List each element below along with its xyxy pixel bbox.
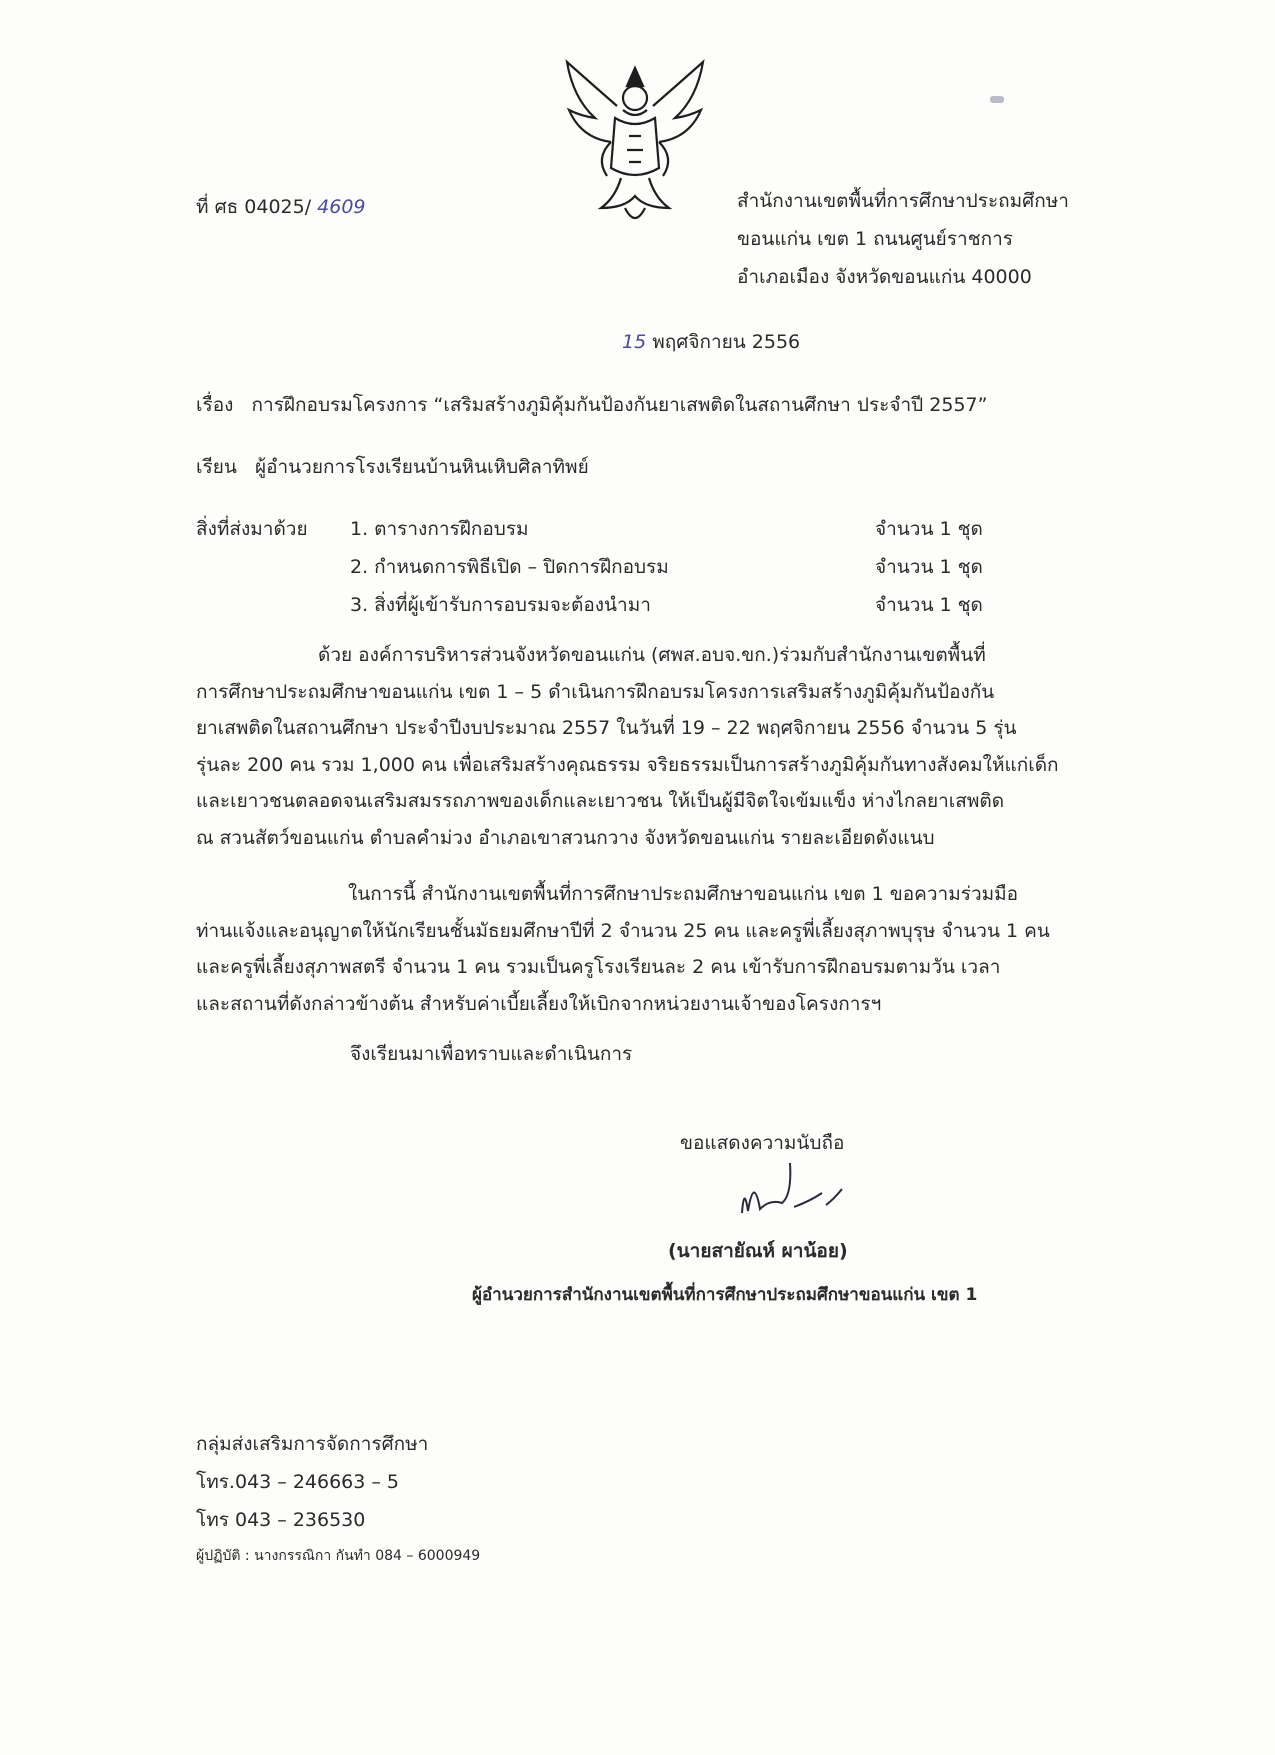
paragraph-1-line: รุ่นละ 200 คน รวม 1,000 คน เพื่อเสริมสร้างคุณธรรม จริยธรรมเป็นการสร้างภูมิคุ้มกันทางสังคมให้แก่เด็ก — [196, 753, 1059, 776]
paragraph-2 — [196, 876, 1116, 1022]
enclosure-item-1: 1. ตารางการฝึกอบรม — [350, 518, 529, 540]
enclosure-qty-3: จำนวน 1 ชุด — [875, 594, 983, 616]
footer-operator: ผู้ปฏิบัติ : นางกรรณิกา กันทำ 084 – 6000949 — [196, 1548, 481, 1564]
stamp-mark — [990, 96, 1004, 103]
enclosure-qty-1: จำนวน 1 ชุด — [875, 518, 983, 540]
closing-salutation: ขอแสดงความนับถือ — [680, 1132, 845, 1154]
recipient-label: เรียน — [196, 456, 237, 478]
document-number-handwritten: 4609 — [317, 196, 366, 218]
paragraph-2-line: ในการนี้ สำนักงานเขตพื้นที่การศึกษาประถมศึกษาขอนแก่น เขต 1 ขอความร่วมมือ — [348, 883, 1019, 905]
enclosure-item-2: 2. กำหนดการพิธีเปิด – ปิดการฝึกอบรม — [350, 556, 669, 578]
signature-icon — [730, 1155, 860, 1225]
footer-department: กลุ่มส่งเสริมการจัดการศึกษา — [196, 1433, 429, 1455]
paragraph-1-line: ณ สวนสัตว์ขอนแก่น ตำบลคำม่วง อำเภอเขาสวนกวาง จังหวัดขอนแก่น รายละเอียดดังแนบ — [196, 826, 935, 849]
sender-address-line-2: ขอนแก่น เขต 1 ถนนศูนย์ราชการ — [737, 228, 1013, 250]
recipient-text: ผู้อำนวยการโรงเรียนบ้านหินเหิบศิลาทิพย์ — [254, 456, 589, 478]
signer-title: ผู้อำนวยการสำนักงานเขตพื้นที่การศึกษาประถมศึกษาขอนแก่น เขต 1 — [472, 1285, 978, 1305]
paragraph-1-line: ด้วย องค์การบริหารส่วนจังหวัดขอนแก่น (ศพส.อบจ.ขก.)ร่วมกับสำนักงานเขตพื้นที่ — [318, 644, 986, 666]
enclosure-qty-2: จำนวน 1 ชุด — [875, 556, 983, 578]
paragraph-2-line: และครูพี่เลี้ยงสุภาพสตรี จำนวน 1 คน รวมเป็นครูโรงเรียนละ 2 คน เข้ารับการฝึกอบรมตามวัน เวลา — [196, 956, 1001, 978]
date-day-handwritten: 15 — [622, 331, 647, 353]
paragraph-1 — [196, 637, 1116, 856]
recipient-line — [196, 456, 589, 479]
signer-name: (นายสายัณห์ ผาน้อย) — [668, 1240, 848, 1262]
letter-date — [622, 331, 800, 354]
footer-phone-2: โทร 043 – 236530 — [196, 1509, 366, 1531]
date-month-year: พฤศจิกายน 2556 — [652, 331, 801, 353]
subject-text: การฝึกอบรมโครงการ “เสริมสร้างภูมิคุ้มกันป้องกันยาเสพติดในสถานศึกษา ประจำปี 2557” — [251, 394, 988, 416]
paragraph-1-line: และเยาวชนตลอดจนเสริมสมรรถภาพของเด็กและเยาวชน ให้เป็นผู้มีจิตใจเข้มแข็ง ห่างไกลยาเสพติด — [196, 790, 1005, 812]
document-number — [196, 196, 366, 219]
closing-sentence: จึงเรียนมาเพื่อทราบและดำเนินการ — [350, 1043, 633, 1065]
subject-line — [196, 394, 987, 417]
paragraph-1-line: ยาเสพติดในสถานศึกษา ประจำปีงบประมาณ 2557 ในวันที่ 19 – 22 พฤศจิกายน 2556 จำนวน 5 รุ่น — [196, 717, 1017, 739]
enclosures-label: สิ่งที่ส่งมาด้วย — [196, 518, 308, 540]
document-number-label: ที่ ศธ 04025/ — [196, 196, 312, 218]
paragraph-1-line: การศึกษาประถมศึกษาขอนแก่น เขต 1 – 5 ดำเนินการฝึกอบรมโครงการเสริมสร้างภูมิคุ้มกันป้องกัน — [196, 680, 995, 703]
garuda-emblem-icon — [555, 58, 715, 233]
footer-phone-1: โทร.043 – 246663 – 5 — [196, 1471, 400, 1493]
subject-label: เรื่อง — [196, 394, 234, 416]
paragraph-2-line: ท่านแจ้งและอนุญาตให้นักเรียนชั้นมัธยมศึกษาปีที่ 2 จำนวน 25 คน และครูพี่เลี้ยงสุภาพบุรุษ จำนวน 1 คน — [196, 919, 1050, 942]
sender-address-line-1: สำนักงานเขตพื้นที่การศึกษาประถมศึกษา — [737, 190, 1069, 212]
enclosure-item-3: 3. สิ่งที่ผู้เข้ารับการอบรมจะต้องนำมา — [350, 594, 651, 616]
sender-address-line-3: อำเภอเมือง จังหวัดขอนแก่น 40000 — [737, 266, 1032, 288]
paragraph-2-line: และสถานที่ดังกล่าวข้างต้น สำหรับค่าเบี้ยเลี้ยงให้เบิกจากหน่วยงานเจ้าของโครงการฯ — [196, 992, 882, 1015]
